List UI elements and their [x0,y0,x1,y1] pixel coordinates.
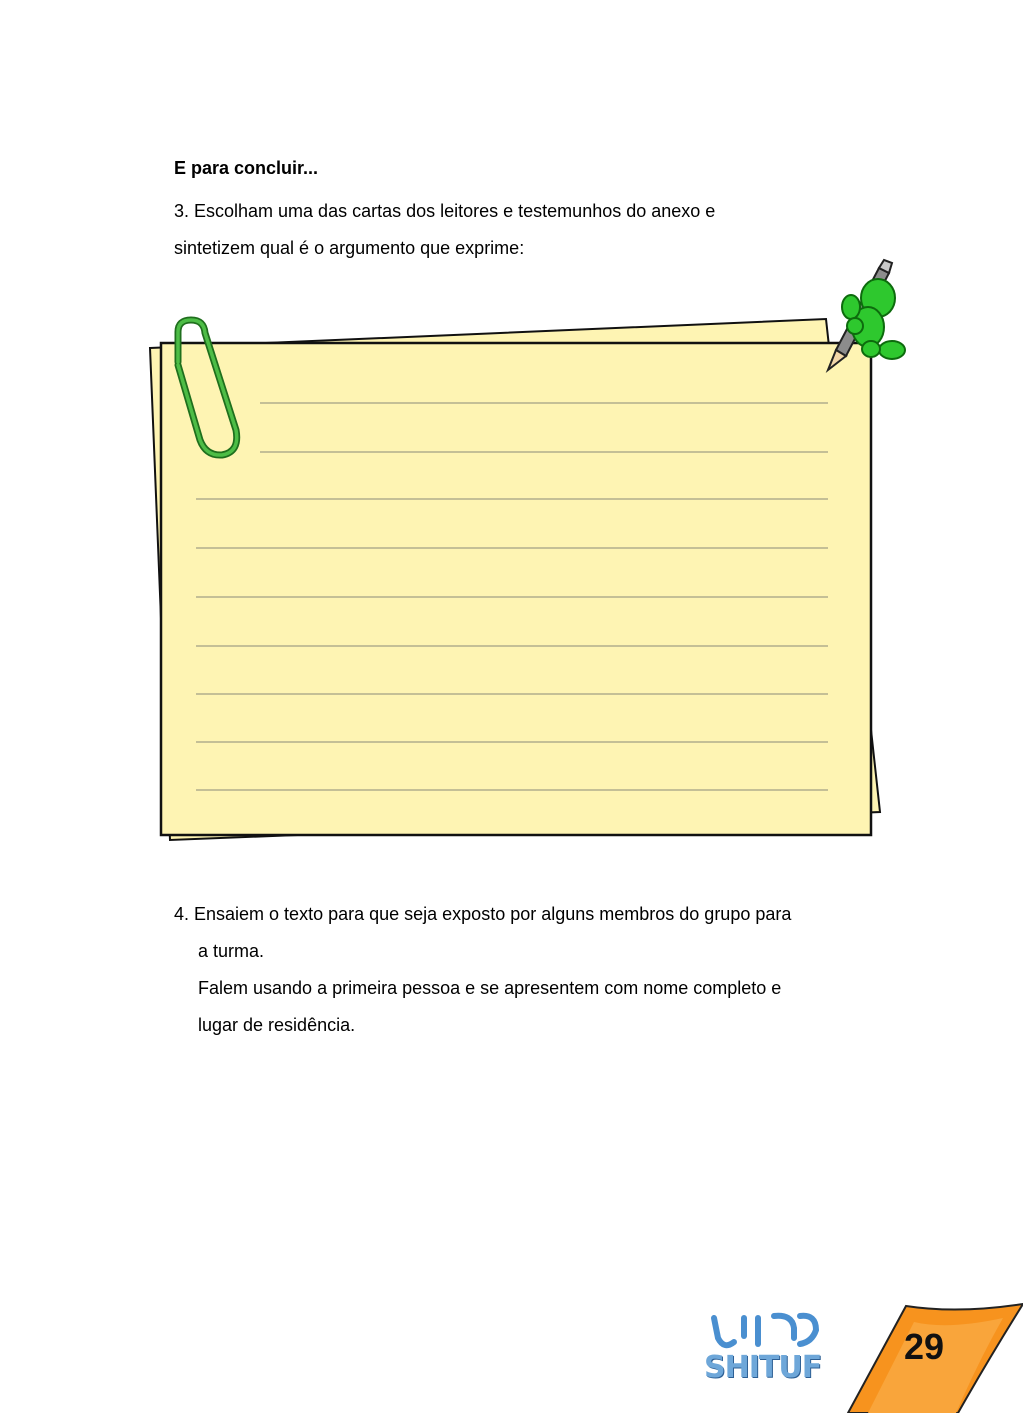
question-3-line-2: sintetizem qual é o argumento que exprime: [174,238,525,258]
question-4-line-2: a turma. [198,941,265,961]
page-number: 29 [904,1326,945,1367]
question-4 [174,896,894,1044]
note-front-sheet [161,343,871,835]
question-4-line-1: 4. Ensaiem o texto para que seja exposto por alguns membros do grupo para [174,904,792,924]
note-back-sheet [150,319,880,840]
section-heading: E para concluir... [174,158,319,178]
shitufe-logo-text: SHITUF [704,1350,822,1385]
writing-lines [196,403,828,790]
question-3-line-1: 3. Escolham uma das cartas dos leitores e testemunhos do anexo e [174,201,716,221]
question-4-line-3: Falem usando a primeira pessoa e se apresentem com nome completo e [198,978,782,998]
question-3 [174,193,854,267]
green-figure-with-pencil-icon [828,260,905,370]
question-4-line-4: lugar de residência. [198,1015,356,1035]
paperclip-icon [178,320,237,455]
